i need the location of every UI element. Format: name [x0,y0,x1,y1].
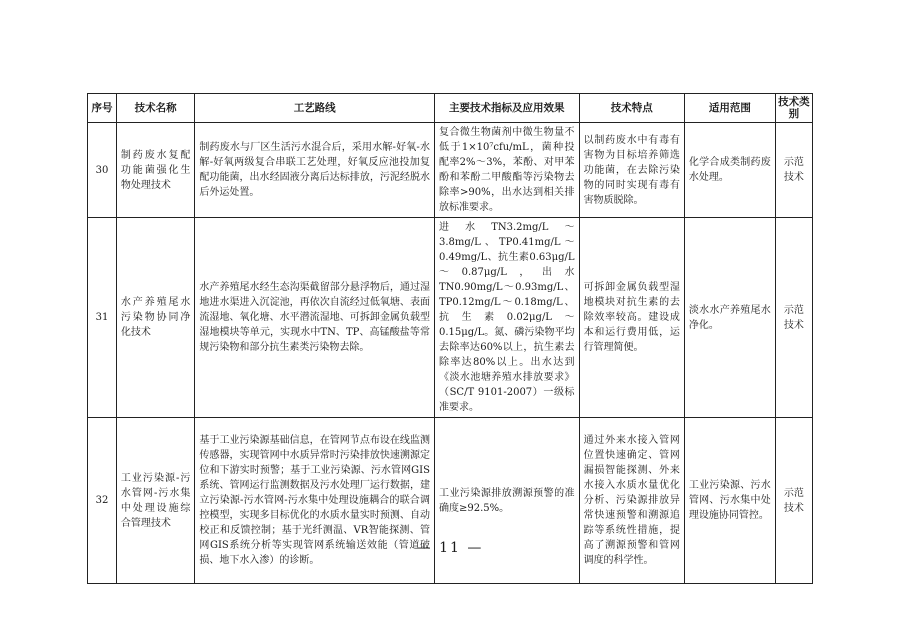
cell-indicators: 工业污染源排放溯源预警的准确度≥92.5%。 [434,418,579,584]
cell-features: 通过外来水接入管网位置快速确定、管网漏损智能探测、外来水接入水质水量优化分析、污染源排放异常快速预警和溯源追踪等系统性措施，提高了溯源预警和管网调度的科学性。 [579,418,684,584]
cell-features: 可拆卸金属负载型湿地模块对抗生素的去除效率较高。建设成本和运行费用低，运行管理简便。 [579,218,684,418]
cell-category: 示范技术 [775,418,812,584]
page-number: — 11 — [416,540,484,556]
cell-route: 基于工业污染源基础信息，在管网节点布设在线监测传感器，实现管网中水质异常时污染排放快速溯源定位和下游实时预警；基于工业污染源、污水管网GIS系统、管网运行监测数据及污水处理厂运行数据，建立污染源-污水管网-污水集中处理设施耦合的联合调控模型，实现多目标优化的水质水量实时预测、自动校正和反馈控制；基于光纤测温、VR智能探测、管网GIS系统分析等实现管网系统输送效能（管道破损、地下水入渗）的诊断。 [195,418,435,584]
cell-scope: 工业污染源、污水管网、污水集中处理设施协同管控。 [684,418,775,584]
cell-scope: 淡水水产养殖尾水净化。 [684,218,775,418]
cell-no: 32 [88,418,117,584]
technology-table [87,93,813,584]
cell-route: 水产养殖尾水经生态沟渠截留部分悬浮物后，通过湿地进水渠进入沉淀池，再依次自流经过低氧塘、表面流湿地、氧化塘、水平潜流湿地、可拆卸金属负载型湿地模块等单元，实现水中TN、TP、高锰酸盐等常规污染物和部分抗生素类污染物去除。 [195,218,435,418]
header-name: 技术名称 [116,94,194,123]
cell-name: 工业污染源-污水管网-污水集中处理设施综合管理技术 [116,418,194,584]
table-row [88,418,813,584]
table-row [88,218,813,418]
cell-no: 31 [88,218,117,418]
header-category: 技术类别 [775,94,812,123]
cell-route: 制药废水与厂区生活污水混合后，采用水解-好氧-水解-好氧两级复合串联工艺处理，好氧反应池投加复配功能菌，出水经固液分离后达标排放，污泥经脱水后外运处置。 [195,123,435,218]
header-no: 序号 [88,94,117,123]
cell-indicators: 复合微生物菌剂中微生物量不低于1×10⁷cfu/mL，菌种投配率2%～3%，苯酚、对甲苯酚和苯酚二甲酸酯等污染物去除率>90%，出水达到相关排放标准要求。 [434,123,579,218]
cell-name: 制药废水复配功能菌强化生物处理技术 [116,123,194,218]
cell-scope: 化学合成类制药废水处理。 [684,123,775,218]
header-indicators: 主要技术指标及应用效果 [434,94,579,123]
cell-features: 以制药废水中有毒有害物为目标培养筛选功能菌，在去除污染物的同时实现有毒有害物质脱除。 [579,123,684,218]
table-row [88,123,813,218]
table-header-row [88,94,813,123]
header-route: 工艺路线 [195,94,435,123]
cell-no: 30 [88,123,117,218]
cell-category: 示范技术 [775,218,812,418]
cell-indicators: 进水TN3.2mg/L～3.8mg/L、TP0.41mg/L～0.49mg/L、抗生素0.63μg/L～0.87μg/L，出水TN0.90mg/L～0.93mg/L、TP0.12mg/L～0.18mg/L、抗生素0.02μg/L～0.15μg/L。氮、磷污染物平均去除率达60%以上，抗生素去除率达80%以上。出水达到《淡水池塘养殖水排放要求》（SC/T 9101-2007）一级标准要求。 [434,218,579,418]
header-scope: 适用范围 [684,94,775,123]
cell-name: 水产养殖尾水污染物协同净化技术 [116,218,194,418]
header-features: 技术特点 [579,94,684,123]
cell-category: 示范技术 [775,123,812,218]
